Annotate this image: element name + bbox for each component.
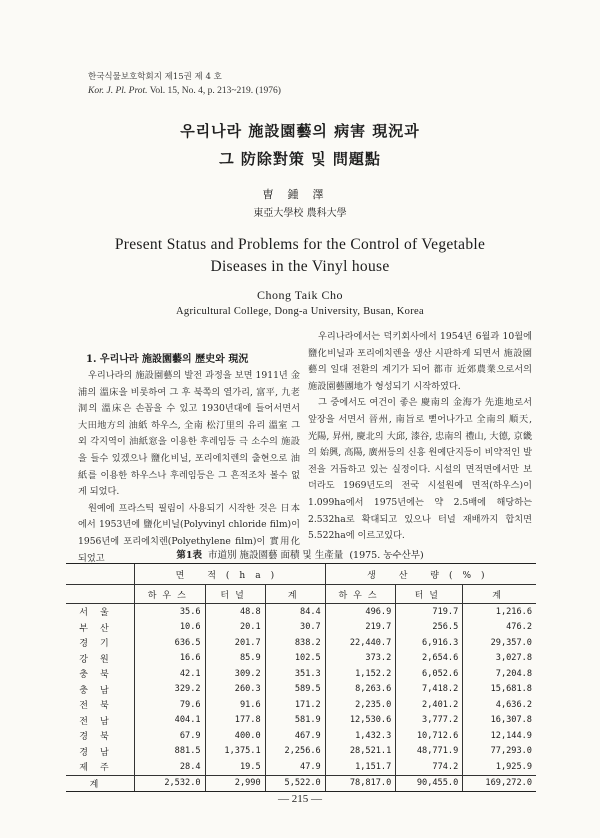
value-cell: 2,235.0 — [325, 697, 396, 713]
value-cell: 476.2 — [463, 620, 536, 636]
journal-line-korean: 한국식물보호학회지 제15권 제 4 호 — [88, 72, 222, 82]
value-cell: 774.2 — [396, 759, 463, 775]
value-cell: 22,440.7 — [325, 635, 396, 651]
value-cell: 1,151.7 — [325, 759, 396, 775]
value-cell: 78,817.0 — [325, 775, 396, 792]
value-cell: 3,777.2 — [396, 713, 463, 729]
value-cell: 10,712.6 — [396, 728, 463, 744]
section-heading: 1. 우리나라 施設園藝의 歷史와 現況 — [86, 354, 249, 365]
region-cell: 계 — [66, 775, 135, 792]
header-region-blank — [66, 564, 135, 585]
value-cell: 589.5 — [265, 682, 325, 698]
value-cell: 329.2 — [135, 682, 206, 698]
table-body — [66, 604, 536, 792]
value-cell: 2,401.2 — [396, 697, 463, 713]
region-cell: 전남 — [79, 716, 121, 727]
value-cell: 77,293.0 — [463, 744, 536, 760]
value-cell: 42.1 — [135, 666, 206, 682]
value-cell: 467.9 — [265, 728, 325, 744]
table-row — [66, 713, 536, 729]
value-cell: 28.4 — [135, 759, 206, 775]
value-cell: 309.2 — [205, 666, 265, 682]
region-cell: 경북 — [79, 732, 121, 743]
value-cell: 1,432.3 — [325, 728, 396, 744]
table-source: (1975. 농수산부) — [349, 550, 424, 561]
value-cell: 35.6 — [135, 604, 206, 620]
value-cell: 260.3 — [205, 682, 265, 698]
table-row — [66, 635, 536, 651]
value-cell: 4,636.2 — [463, 697, 536, 713]
value-cell: 2,256.6 — [265, 744, 325, 760]
title-korean-line1: 우리나라 施設園藝의 病害 現況과 — [180, 122, 420, 140]
value-cell: 16.6 — [135, 651, 206, 667]
value-cell: 169,272.0 — [463, 775, 536, 792]
table-total-row — [66, 775, 536, 792]
value-cell: 28,521.1 — [325, 744, 396, 760]
affiliation-korean: 東亞大學校 農科大學 — [253, 208, 347, 219]
paragraph: 우리나라에서는 덕키회사에서 1954년 6월과 10월에 鹽化비닐과 포리에치렌을 생산 시판하게 되면서 施設園藝의 일대 전환의 계기가 되어 都市 近郊農業으로서의 施設園藝團地가 형성되기 시작하였다. — [308, 331, 532, 392]
region-cell: 충남 — [79, 685, 121, 696]
value-cell: 30.7 — [265, 620, 325, 636]
value-cell: 171.2 — [265, 697, 325, 713]
title-english-line1: Present Status and Problems for the Control of Vegetable — [114, 236, 486, 253]
region-cell: 전북 — [79, 701, 121, 712]
value-cell: 12,530.6 — [325, 713, 396, 729]
region-cell: 강원 — [79, 654, 121, 665]
value-cell: 102.5 — [265, 651, 325, 667]
table-row — [66, 728, 536, 744]
table-row — [66, 697, 536, 713]
value-cell: 48.8 — [205, 604, 265, 620]
header-cell: 하우스 — [135, 585, 206, 604]
region-cell: 경기 — [79, 639, 121, 650]
value-cell: 6,052.6 — [396, 666, 463, 682]
value-cell: 20.1 — [205, 620, 265, 636]
table-label: 第1表 — [176, 550, 202, 561]
value-cell: 79.6 — [135, 697, 206, 713]
area-production-table — [66, 563, 536, 792]
value-cell: 351.3 — [265, 666, 325, 682]
header-production-group: 생 산 량(%) — [325, 564, 536, 585]
table-row — [66, 744, 536, 760]
value-cell: 496.9 — [325, 604, 396, 620]
value-cell: 19.5 — [205, 759, 265, 775]
value-cell: 1,925.9 — [463, 759, 536, 775]
region-cell: 제주 — [79, 763, 121, 774]
journal-abbrev: Kor. J. Pl. Prot. — [88, 86, 148, 96]
body-column-right — [308, 329, 532, 545]
paragraph: 우리나라의 施設園藝의 발전 과정을 보면 1911년 金浦의 溫床을 비롯하여 그 후 북쪽의 열가리, 富平, 九老洞의 溫床은 손꼽을 수 있고 1930년대에 들어서면서 大田地方의 油紙 하우스, 全南 松汀里의 유리 溫室 그외 각지역이 油紙窓을 이용한 후레임등 극 소수의 施設을 들수 있겠으나 鹽化비닐, 포리에치렌의 출현으로 油紙를 이용한 하우스나 후레임등은 그 흔적조차 볼수 없게 되었다. — [78, 370, 300, 498]
value-cell: 636.5 — [135, 635, 206, 651]
region-cell: 부산 — [79, 623, 121, 634]
value-cell: 256.5 — [396, 620, 463, 636]
table-row — [66, 620, 536, 636]
region-cell: 경남 — [79, 747, 121, 758]
paragraph: 원예에 프라스틱 필림이 사용되기 시작한 것은 日本에서 1953년에 鹽化비닐(Polyvinyl chloride film)이 1956년에 포리에치렌(Polyethylene film)이 實用化되었고 — [78, 502, 300, 564]
author-english: Chong Taik Cho — [257, 288, 343, 302]
value-cell: 1,375.1 — [205, 744, 265, 760]
paragraph: 그 중에서도 여건이 좋은 慶南의 金海가 先進地로서 앞장을 서면서 晉州, 南旨로 뻗어나가고 全南의 順天, 光陽, 昇州, 慶北의 大邱, 漆谷, 忠南의 禮山, 大德, 京畿의 始興, 高陽, 廣州등의 신흥 원예단지등이 비약적인 발전을 거듭하고 있는 실정이다. 시설의 면적면에서만 보더라도 1969년도의 전국 시설원예 면적(하우스)이 1.099ha에서 1975년에는 약 2.5배에 해당하는 2.532ha로 확대되고 있으나 터널 재배까지 합치면 5.522ha에 이르고있다. — [308, 397, 533, 542]
title-english-line2: Diseases in the Vinyl house — [210, 258, 390, 275]
header-cell: 계 — [463, 585, 536, 604]
value-cell: 400.0 — [205, 728, 265, 744]
value-cell: 581.9 — [265, 713, 325, 729]
value-cell: 838.2 — [265, 635, 325, 651]
journal-volume: Vol. 15, No. 4, p. 213~219. (1976) — [147, 86, 281, 96]
value-cell: 6,916.3 — [396, 635, 463, 651]
value-cell: 47.9 — [265, 759, 325, 775]
value-cell: 48,771.9 — [396, 744, 463, 760]
title-korean-line2: 그 防除對策 및 問題點 — [219, 150, 381, 168]
value-cell: 2,654.6 — [396, 651, 463, 667]
value-cell: 719.7 — [396, 604, 463, 620]
value-cell: 7,418.2 — [396, 682, 463, 698]
table-row — [66, 759, 536, 775]
value-cell: 85.9 — [205, 651, 265, 667]
value-cell: 3,027.8 — [463, 651, 536, 667]
value-cell: 84.4 — [265, 604, 325, 620]
journal-line-citation — [88, 84, 281, 98]
value-cell: 90,455.0 — [396, 775, 463, 792]
value-cell: 15,681.8 — [463, 682, 536, 698]
table-row — [66, 682, 536, 698]
value-cell: 29,357.0 — [463, 635, 536, 651]
header-cell: 터널 — [396, 585, 463, 604]
affiliation-english: Agricultural College, Dong-a University, Busan, Korea — [176, 306, 424, 317]
table-row — [66, 666, 536, 682]
value-cell: 5,522.0 — [265, 775, 325, 792]
journal-header — [88, 70, 281, 98]
value-cell: 8,263.6 — [325, 682, 396, 698]
body-column-left — [78, 368, 300, 567]
header-region-blank — [66, 585, 135, 604]
value-cell: 2,532.0 — [135, 775, 206, 792]
header-cell: 계 — [265, 585, 325, 604]
table-title: 市道別 施設園藝 面積 및 生產量 — [208, 550, 344, 561]
value-cell: 219.7 — [325, 620, 396, 636]
value-cell: 2,990 — [205, 775, 265, 792]
value-cell: 7,204.8 — [463, 666, 536, 682]
value-cell: 67.9 — [135, 728, 206, 744]
value-cell: 1,216.6 — [463, 604, 536, 620]
value-cell: 373.2 — [325, 651, 396, 667]
value-cell: 1,152.2 — [325, 666, 396, 682]
value-cell: 201.7 — [205, 635, 265, 651]
value-cell: 881.5 — [135, 744, 206, 760]
value-cell: 91.6 — [205, 697, 265, 713]
page-number: — 215 — — [278, 793, 322, 805]
value-cell: 404.1 — [135, 713, 206, 729]
header-area-group: 면 적(ha) — [135, 564, 326, 585]
header-cell: 터널 — [205, 585, 265, 604]
table-caption — [0, 547, 600, 561]
value-cell: 177.8 — [205, 713, 265, 729]
table-row — [66, 651, 536, 667]
region-cell: 충북 — [79, 670, 121, 681]
table-row — [66, 604, 536, 620]
value-cell: 16,307.8 — [463, 713, 536, 729]
region-cell: 서울 — [79, 608, 121, 619]
author-korean: 曺鍾澤 — [262, 188, 338, 201]
header-cell: 하우스 — [325, 585, 396, 604]
value-cell: 10.6 — [135, 620, 206, 636]
value-cell: 12,144.9 — [463, 728, 536, 744]
